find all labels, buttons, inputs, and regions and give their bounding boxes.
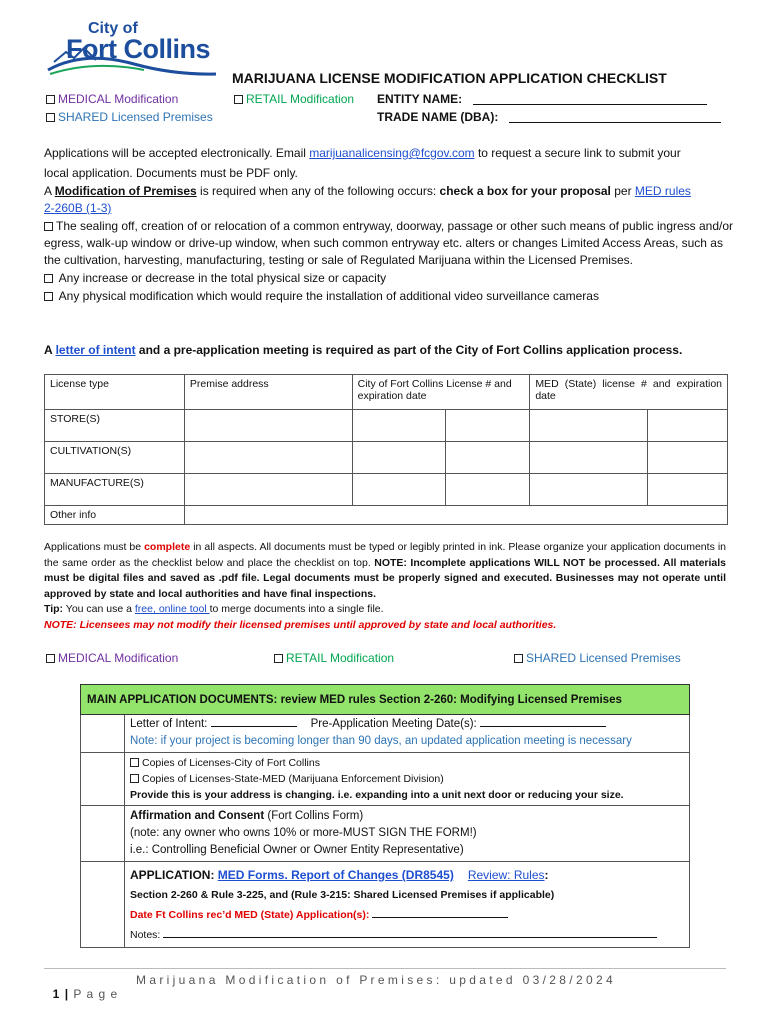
header-premise-address: Premise address [184, 375, 352, 410]
footer-rule [44, 968, 726, 969]
checkbox-icon[interactable] [44, 274, 53, 283]
instructions: Applications must be complete in all aspects. All documents must be typed or legibly printed in ink. Please organize your application documents in the same order as the checklist below and place the checklist on top. NOTE: Incomplete applications WILL NOT be processed. All materials must be digital files and saved as .pdf file. Legal documents must be properly signed and executed. Businesses may not operate until approved by state and local authorities and have final inspections. Tip: You can use a free, online tool to merge documents into a single file. NOTE: Licensees may not modify their licensed premises until approved by state and local authorities. [44, 541, 727, 631]
entity-name-field[interactable] [473, 92, 707, 105]
main-header: MAIN APPLICATION DOCUMENTS: review MED rules Section 2-260: Modifying Licensed Premises [81, 685, 690, 715]
check-cell[interactable] [81, 862, 125, 948]
logo-line1: City of [88, 20, 138, 37]
table-row: CULTIVATION(S) [45, 442, 728, 474]
footer-doc-title: M a r i j u a n a M o d i f i c a t i o n o f P r e m i s e s : u p d a t e d 0 3 / 2 8 / 2 0 2 4 [136, 973, 613, 987]
logo-line2: Fort Collins [66, 34, 210, 64]
merge-tool-link[interactable]: free, online tool [134, 603, 210, 615]
table-row: MANUFACTURE(S) [45, 474, 728, 506]
state-application-date-field[interactable] [372, 906, 508, 918]
table-row: APPLICATION: MED Forms. Report of Changes (DR8545) Review: Rules: Section 2-260 & Rule 3-225, and (Rule 3-215: Shared Licensed Premises if applicable) Date Ft Collins rec’d MED (State) Application(s): Notes: [81, 862, 690, 948]
header-license-type: License type [45, 375, 185, 410]
condition-item: The sealing off, creation of or relocation of a common entryway, doorway, passage or other such means of public ingress and/or egress, walk-up window or drive-up window, when such common entryway etc. alters or changes Limited Access Areas, such as the cultivation, harvesting, manufacturing, testing or sale of Regulated Marijuana within the Licensed Premises. [44, 219, 734, 267]
letter-of-intent-field[interactable] [211, 715, 297, 727]
shared-label: SHARED Licensed Premises [58, 110, 213, 124]
letter-of-intent-note: A letter of intent and a pre-application meeting is required as part of the City of Fort Collins application process. [44, 343, 683, 357]
table-row: Letter of Intent: Pre-Application Meeting Date(s): Note: if your project is becoming longer than 90 days, an updated application meeting is necessary [81, 715, 690, 753]
checkbox-icon[interactable] [44, 292, 53, 301]
city-logo [44, 20, 222, 82]
page-number: 1 [52, 987, 61, 1001]
meeting-date-field[interactable] [480, 715, 606, 727]
checkbox-icon[interactable] [44, 222, 53, 231]
license-table [44, 374, 728, 525]
med-forms-link[interactable]: MED Forms. Report of Changes (DR8545) [217, 868, 454, 882]
checkbox-icon[interactable] [234, 95, 243, 104]
trade-name-label: TRADE NAME (DBA): [377, 110, 499, 124]
medical-check-top[interactable] [46, 92, 178, 106]
header-city-license: City of Fort Collins License # and expiration date [352, 375, 530, 410]
checkbox-icon[interactable] [274, 654, 283, 663]
intro-text: Applications will be accepted electronically. Email marijuanalicensing@fcgov.com to request a secure link to submit your local application. Documents must be PDF only. [44, 146, 681, 180]
check-cell[interactable] [81, 715, 125, 753]
medical-label: MEDICAL Modification [58, 92, 179, 106]
page-title: MARIJUANA LICENSE MODIFICATION APPLICATION CHECKLIST [232, 70, 667, 86]
email-link[interactable]: marijuanalicensing@fcgov.com [309, 146, 475, 160]
retail-check[interactable]: RETAIL Modification [274, 651, 394, 665]
checkbox-icon[interactable] [46, 95, 55, 104]
shared-check[interactable]: SHARED Licensed Premises [514, 651, 681, 665]
modification-text: A Modification of Premises is required when any of the following occurs: check a box for your proposal per MED rules 2-260B (1-3) The sealing off, creation of or relocation of a common entryway, doorway, passage or other such means of public ingress and/or egress, walk-up window or drive-up window, when such common entryway etc. alters or changes Limited Access Areas, such as the cultivation, harvesting, manufacturing, testing or sale of Regulated Marijuana within the Licensed Premises. Any increase or decrease in the total physical size or capacity Any physical modification which would require the installation of additional video surveillance cameras [44, 184, 734, 303]
check-cell[interactable] [81, 806, 125, 862]
med-rules-link-2[interactable]: 2-260B (1-3) [44, 201, 112, 215]
checkbox-icon[interactable] [46, 654, 55, 663]
letter-of-intent-link[interactable]: letter of intent [55, 343, 136, 357]
main-documents-table [80, 684, 690, 948]
checkbox-icon[interactable] [514, 654, 523, 663]
med-rules-link[interactable]: MED rules [634, 184, 691, 198]
shared-check-top[interactable] [46, 110, 213, 124]
table-row: STORE(S) [45, 410, 728, 442]
condition-item: Any physical modification which would require the installation of additional video surveillance cameras [44, 288, 734, 305]
checkbox-icon[interactable] [46, 113, 55, 122]
checkbox-icon[interactable] [130, 758, 139, 767]
medical-check[interactable]: MEDICAL Modification [46, 651, 178, 665]
table-row: Other info [45, 506, 728, 525]
footer: 1 | P a g e [52, 987, 119, 1001]
entity-name-label: ENTITY NAME: [377, 92, 463, 106]
notes-field[interactable] [163, 926, 657, 938]
header-med-license: MED (State) license # and expiration date [530, 375, 728, 410]
check-cell[interactable] [81, 753, 125, 806]
condition-item: Any increase or decrease in the total physical size or capacity [44, 270, 734, 287]
table-row: Affirmation and Consent (Fort Collins Form) (note: any owner who owns 10% or more-MUST SIGN THE FORM!) i.e.: Controlling Beneficial Owner or Owner Entity Representative) [81, 806, 690, 862]
retail-check-top[interactable] [234, 92, 354, 106]
table-row: Copies of Licenses-City of Fort Collins Copies of Licenses-State-MED (Marijuana Enforcement Division) Provide this is your address is changing. i.e. expanding into a unit next door or reducing your size. [81, 753, 690, 806]
trade-name-field[interactable] [509, 110, 721, 123]
retail-label: RETAIL Modification [246, 92, 355, 106]
checkbox-icon[interactable] [130, 774, 139, 783]
review-rules-link[interactable]: Review: Rules [467, 868, 545, 882]
